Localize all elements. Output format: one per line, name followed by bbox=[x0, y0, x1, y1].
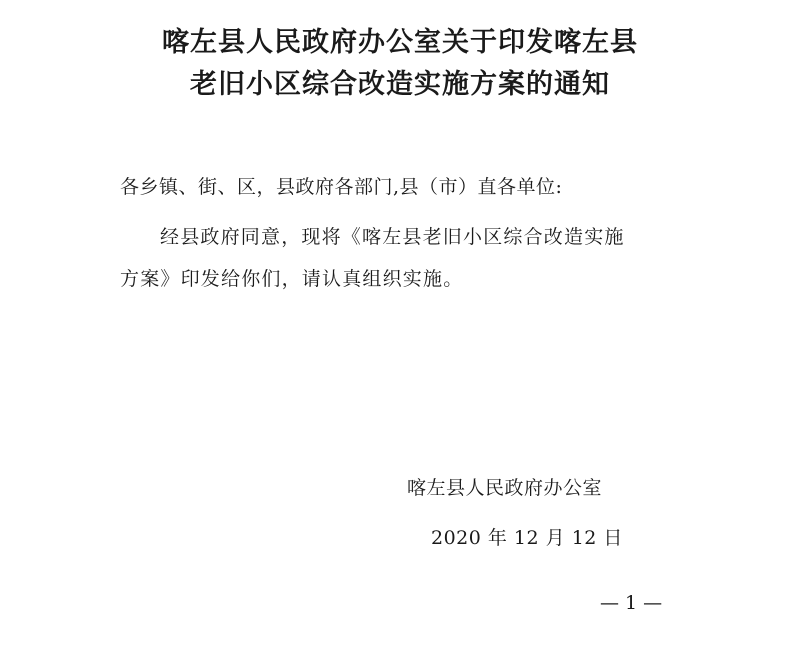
signature-organization: 喀左县人民政府办公室 bbox=[407, 477, 603, 499]
salutation: 各乡镇、街、区，县政府各部门,县（市）直各单位: bbox=[120, 176, 563, 198]
page-number: — 1 — bbox=[600, 592, 663, 614]
document-title-line-1: 喀左县人民政府办公室关于印发喀左县 bbox=[162, 27, 638, 58]
signature-date: 2020 年 12 月 12 日 bbox=[431, 527, 623, 549]
document-title-line-2: 老旧小区综合改造实施方案的通知 bbox=[190, 69, 610, 100]
body-paragraph-line-1: 经县政府同意，现将《喀左县老旧小区综合改造实施 bbox=[160, 226, 625, 248]
body-paragraph-line-2: 方案》印发给你们，请认真组织实施。 bbox=[120, 268, 464, 290]
